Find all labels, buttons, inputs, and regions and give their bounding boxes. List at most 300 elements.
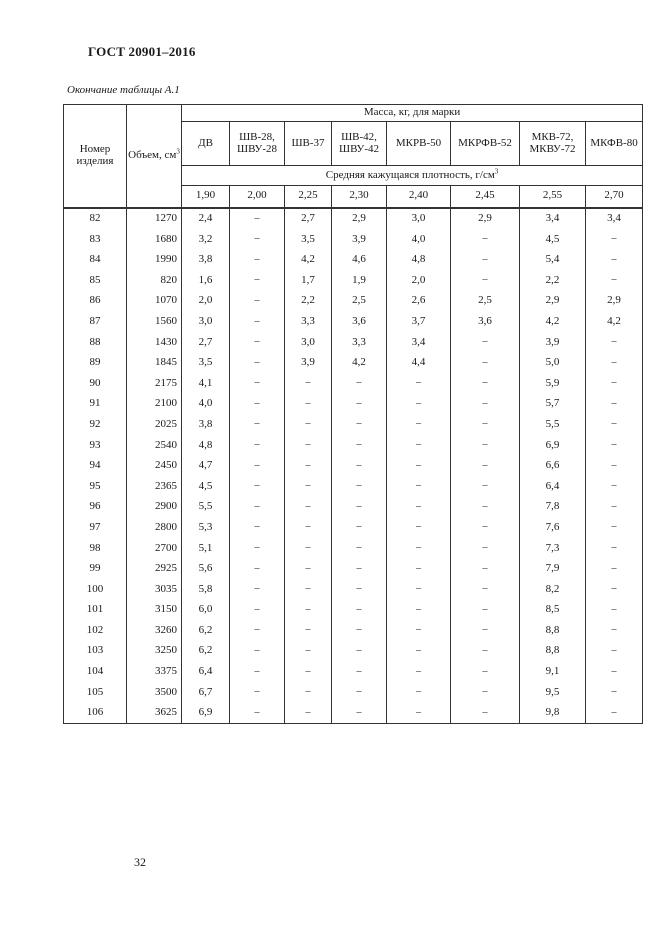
table-row <box>64 270 643 291</box>
mass-cell: 3,9 <box>520 332 586 353</box>
table-row <box>64 332 643 353</box>
density-value: 2,25 <box>285 186 332 208</box>
mass-cell: 5,9 <box>520 373 586 394</box>
mass-cell: 4,4 <box>387 353 451 374</box>
table-row <box>64 703 643 724</box>
mass-cell: – <box>586 250 643 271</box>
table-row <box>64 229 643 250</box>
mass-cell: 4,0 <box>182 394 230 415</box>
mass-cell: 4,5 <box>182 476 230 497</box>
mass-cell: – <box>332 579 387 600</box>
mass-cell: – <box>451 435 520 456</box>
mass-cell: – <box>451 497 520 518</box>
mass-cell: 2,5 <box>332 291 387 312</box>
mass-cell: – <box>451 332 520 353</box>
brand-header: ШВ-42, ШВУ-42 <box>332 122 387 166</box>
item-number-cell: 93 <box>64 435 127 456</box>
brand-header: ШВ-37 <box>285 122 332 166</box>
mass-cell: – <box>586 662 643 683</box>
table-row <box>64 579 643 600</box>
volume-cell: 2925 <box>127 559 182 580</box>
item-number-cell: 104 <box>64 662 127 683</box>
mass-cell: – <box>285 538 332 559</box>
mass-cell: – <box>451 250 520 271</box>
mass-cell: 3,6 <box>451 311 520 332</box>
mass-cell: 2,7 <box>285 208 332 230</box>
item-number-cell: 105 <box>64 682 127 703</box>
volume-cell: 3260 <box>127 620 182 641</box>
density-value: 2,00 <box>230 186 285 208</box>
mass-cell: – <box>285 703 332 724</box>
item-number-cell: 87 <box>64 311 127 332</box>
item-number-cell: 84 <box>64 250 127 271</box>
mass-cell: – <box>285 600 332 621</box>
mass-cell: – <box>586 538 643 559</box>
mass-cell: – <box>230 373 285 394</box>
mass-cell: – <box>230 517 285 538</box>
table-row <box>64 456 643 477</box>
header-density: Средняя кажущаяся плотность, $г/см^3$ <box>182 166 643 186</box>
mass-cell: 3,9 <box>285 353 332 374</box>
mass-cell: – <box>387 538 451 559</box>
volume-cell: 1560 <box>127 311 182 332</box>
mass-cell: – <box>387 703 451 724</box>
mass-cell: 4,2 <box>285 250 332 271</box>
mass-cell: – <box>332 476 387 497</box>
mass-cell: 6,7 <box>182 682 230 703</box>
mass-cell: – <box>285 620 332 641</box>
mass-cell: 7,6 <box>520 517 586 538</box>
mass-cell: – <box>586 332 643 353</box>
mass-cell: 2,9 <box>520 291 586 312</box>
mass-cell: 5,6 <box>182 559 230 580</box>
table-row <box>64 559 643 580</box>
mass-cell: 2,9 <box>332 208 387 230</box>
mass-cell: – <box>586 414 643 435</box>
mass-cell: – <box>586 682 643 703</box>
mass-cell: – <box>387 620 451 641</box>
mass-cell: – <box>387 456 451 477</box>
mass-cell: 4,6 <box>332 250 387 271</box>
density-value: 2,55 <box>520 186 586 208</box>
mass-cell: – <box>332 414 387 435</box>
mass-cell: – <box>332 394 387 415</box>
mass-cell: 3,3 <box>332 332 387 353</box>
mass-cell: – <box>332 517 387 538</box>
mass-cell: – <box>586 476 643 497</box>
mass-cell: – <box>230 250 285 271</box>
mass-cell: – <box>451 559 520 580</box>
mass-cell: – <box>586 517 643 538</box>
mass-cell: – <box>586 497 643 518</box>
mass-cell: 3,3 <box>285 311 332 332</box>
mass-cell: – <box>230 579 285 600</box>
mass-cell: – <box>285 394 332 415</box>
mass-cell: 3,0 <box>285 332 332 353</box>
table-row <box>64 538 643 559</box>
mass-cell: – <box>387 682 451 703</box>
volume-cell: 1270 <box>127 208 182 230</box>
brand-header: МКФВ-80 <box>586 122 643 166</box>
mass-cell: – <box>451 662 520 683</box>
mass-cell: – <box>230 435 285 456</box>
item-number-cell: 88 <box>64 332 127 353</box>
mass-cell: – <box>586 373 643 394</box>
mass-cell: 3,4 <box>387 332 451 353</box>
item-number-cell: 85 <box>64 270 127 291</box>
mass-cell: 4,1 <box>182 373 230 394</box>
mass-cell: 4,2 <box>520 311 586 332</box>
volume-cell: 3035 <box>127 579 182 600</box>
volume-cell: 2175 <box>127 373 182 394</box>
mass-cell: – <box>230 414 285 435</box>
mass-cell: 2,0 <box>182 291 230 312</box>
mass-cell: – <box>451 538 520 559</box>
mass-cell: 7,3 <box>520 538 586 559</box>
page-number: 32 <box>134 855 146 869</box>
mass-cell: – <box>451 353 520 374</box>
mass-cell: – <box>230 662 285 683</box>
mass-cell: 1,9 <box>332 270 387 291</box>
volume-cell: 1990 <box>127 250 182 271</box>
mass-cell: – <box>387 497 451 518</box>
mass-cell: 9,1 <box>520 662 586 683</box>
mass-cell: 6,4 <box>182 662 230 683</box>
mass-cell: – <box>586 559 643 580</box>
item-number-cell: 99 <box>64 559 127 580</box>
mass-cell: 8,2 <box>520 579 586 600</box>
mass-cell: – <box>387 394 451 415</box>
mass-cell: – <box>387 600 451 621</box>
mass-cell: 5,5 <box>182 497 230 518</box>
mass-cell: 3,8 <box>182 414 230 435</box>
mass-cell: 6,9 <box>520 435 586 456</box>
mass-cell: – <box>285 373 332 394</box>
mass-cell: – <box>285 682 332 703</box>
volume-cell: 1680 <box>127 229 182 250</box>
mass-cell: – <box>285 456 332 477</box>
mass-cell: – <box>387 435 451 456</box>
mass-cell: 1,7 <box>285 270 332 291</box>
mass-cell: 3,4 <box>520 208 586 230</box>
mass-cell: 4,0 <box>387 229 451 250</box>
mass-cell: 2,6 <box>387 291 451 312</box>
mass-cell: 2,4 <box>182 208 230 230</box>
volume-cell: 2100 <box>127 394 182 415</box>
mass-cell: – <box>586 456 643 477</box>
density-value: 1,90 <box>182 186 230 208</box>
mass-cell: – <box>332 682 387 703</box>
mass-cell: 8,8 <box>520 620 586 641</box>
mass-cell: – <box>230 476 285 497</box>
mass-cell: – <box>586 641 643 662</box>
mass-cell: 4,2 <box>586 311 643 332</box>
table-row <box>64 414 643 435</box>
mass-cell: – <box>230 559 285 580</box>
mass-cell: – <box>387 414 451 435</box>
brand-header: МКРФВ-52 <box>451 122 520 166</box>
mass-cell: – <box>285 497 332 518</box>
mass-cell: 6,6 <box>520 456 586 477</box>
table-row <box>64 662 643 683</box>
mass-cell: 3,8 <box>182 250 230 271</box>
volume-cell: 2540 <box>127 435 182 456</box>
volume-cell: 820 <box>127 270 182 291</box>
item-number-cell: 94 <box>64 456 127 477</box>
mass-cell: 8,8 <box>520 641 586 662</box>
item-number-cell: 103 <box>64 641 127 662</box>
mass-cell: 5,7 <box>520 394 586 415</box>
header-mass: Масса, кг, для марки <box>182 105 643 122</box>
mass-cell: – <box>285 641 332 662</box>
mass-cell: 3,0 <box>387 208 451 230</box>
volume-cell: 3625 <box>127 703 182 724</box>
mass-cell: – <box>285 435 332 456</box>
mass-cell: 2,2 <box>520 270 586 291</box>
mass-cell: 1,6 <box>182 270 230 291</box>
mass-cell: 4,5 <box>520 229 586 250</box>
mass-cell: – <box>586 620 643 641</box>
mass-cell: 6,2 <box>182 620 230 641</box>
mass-cell: 3,0 <box>182 311 230 332</box>
volume-cell: 2900 <box>127 497 182 518</box>
mass-cell: – <box>451 579 520 600</box>
item-number-cell: 86 <box>64 291 127 312</box>
mass-cell: – <box>230 208 285 230</box>
mass-cell: 4,8 <box>182 435 230 456</box>
mass-cell: – <box>586 600 643 621</box>
mass-cell: – <box>451 620 520 641</box>
mass-cell: 3,4 <box>586 208 643 230</box>
mass-cell: – <box>285 579 332 600</box>
item-number-cell: 89 <box>64 353 127 374</box>
mass-cell: – <box>230 497 285 518</box>
volume-cell: 2700 <box>127 538 182 559</box>
density-value: 2,45 <box>451 186 520 208</box>
mass-cell: 4,2 <box>332 353 387 374</box>
volume-cell: 3375 <box>127 662 182 683</box>
table-row <box>64 311 643 332</box>
mass-cell: 2,9 <box>586 291 643 312</box>
table-row <box>64 353 643 374</box>
mass-cell: 5,0 <box>520 353 586 374</box>
mass-cell: – <box>387 579 451 600</box>
mass-cell: 2,9 <box>451 208 520 230</box>
volume-cell: 1845 <box>127 353 182 374</box>
mass-cell: – <box>451 373 520 394</box>
mass-cell: 2,2 <box>285 291 332 312</box>
mass-cell: – <box>451 641 520 662</box>
mass-cell: – <box>285 476 332 497</box>
mass-cell: 3,5 <box>285 229 332 250</box>
mass-cell: – <box>586 579 643 600</box>
mass-cell: – <box>451 270 520 291</box>
mass-cell: – <box>586 703 643 724</box>
table-row <box>64 373 643 394</box>
header-volume: Объем, $см^3$ <box>127 105 182 208</box>
volume-cell: 3150 <box>127 600 182 621</box>
mass-cell: – <box>586 435 643 456</box>
mass-cell: 4,7 <box>182 456 230 477</box>
item-number-cell: 95 <box>64 476 127 497</box>
mass-cell: – <box>332 703 387 724</box>
mass-cell: 6,4 <box>520 476 586 497</box>
table-row <box>64 600 643 621</box>
volume-cell: 2365 <box>127 476 182 497</box>
item-number-cell: 91 <box>64 394 127 415</box>
mass-cell: – <box>230 394 285 415</box>
volume-cell: 2025 <box>127 414 182 435</box>
mass-cell: – <box>387 517 451 538</box>
mass-cell: – <box>387 559 451 580</box>
mass-cell: 6,0 <box>182 600 230 621</box>
density-unit-superscript: 3 <box>494 167 499 176</box>
mass-cell: – <box>230 682 285 703</box>
mass-table <box>63 104 643 724</box>
mass-cell: 4,8 <box>387 250 451 271</box>
mass-cell: – <box>230 703 285 724</box>
mass-cell: – <box>451 517 520 538</box>
table-row <box>64 641 643 662</box>
table-row <box>64 620 643 641</box>
volume-cell: 1430 <box>127 332 182 353</box>
mass-cell: 3,6 <box>332 311 387 332</box>
table-row <box>64 435 643 456</box>
mass-cell: – <box>586 353 643 374</box>
mass-cell: – <box>285 559 332 580</box>
item-number-cell: 82 <box>64 208 127 230</box>
mass-cell: 7,8 <box>520 497 586 518</box>
mass-cell: 2,0 <box>387 270 451 291</box>
mass-cell: 3,9 <box>332 229 387 250</box>
table-row <box>64 394 643 415</box>
mass-cell: – <box>451 600 520 621</box>
mass-cell: 6,9 <box>182 703 230 724</box>
brand-header: ШВ-28, ШВУ-28 <box>230 122 285 166</box>
mass-cell: – <box>285 662 332 683</box>
brand-header: ДВ <box>182 122 230 166</box>
table-row <box>64 291 643 312</box>
mass-cell: 8,5 <box>520 600 586 621</box>
mass-cell: – <box>230 600 285 621</box>
table-row <box>64 250 643 271</box>
mass-cell: – <box>230 270 285 291</box>
mass-cell: – <box>586 270 643 291</box>
mass-cell: 5,8 <box>182 579 230 600</box>
item-number-cell: 96 <box>64 497 127 518</box>
item-number-cell: 98 <box>64 538 127 559</box>
mass-cell: 9,8 <box>520 703 586 724</box>
mass-cell: 5,3 <box>182 517 230 538</box>
volume-cell: 2450 <box>127 456 182 477</box>
volume-cell: 3250 <box>127 641 182 662</box>
mass-cell: 7,9 <box>520 559 586 580</box>
mass-cell: – <box>230 229 285 250</box>
brand-header: МКРВ-50 <box>387 122 451 166</box>
table-row <box>64 208 643 230</box>
mass-cell: – <box>332 456 387 477</box>
header-number: Номер изделия <box>64 105 127 208</box>
table-row <box>64 682 643 703</box>
mass-cell: – <box>332 435 387 456</box>
mass-cell: – <box>230 456 285 477</box>
volume-cell: 2800 <box>127 517 182 538</box>
mass-cell: 5,4 <box>520 250 586 271</box>
table-row <box>64 517 643 538</box>
item-number-cell: 92 <box>64 414 127 435</box>
mass-cell: – <box>230 311 285 332</box>
mass-cell: – <box>332 600 387 621</box>
mass-cell: – <box>451 229 520 250</box>
mass-cell: – <box>586 229 643 250</box>
mass-cell: 3,5 <box>182 353 230 374</box>
table-row <box>64 476 643 497</box>
mass-cell: 5,1 <box>182 538 230 559</box>
mass-cell: 9,5 <box>520 682 586 703</box>
mass-cell: 5,5 <box>520 414 586 435</box>
mass-cell: – <box>451 456 520 477</box>
volume-cell: 1070 <box>127 291 182 312</box>
mass-cell: – <box>230 332 285 353</box>
mass-cell: – <box>230 620 285 641</box>
mass-cell: – <box>387 373 451 394</box>
mass-cell: – <box>451 682 520 703</box>
mass-cell: 3,2 <box>182 229 230 250</box>
mass-cell: – <box>332 373 387 394</box>
table-row <box>64 497 643 518</box>
volume-unit-superscript: 3 <box>176 147 180 156</box>
table-caption: Окончание таблицы А.1 <box>67 84 180 96</box>
mass-cell: – <box>387 476 451 497</box>
mass-cell: – <box>230 538 285 559</box>
mass-cell: 2,7 <box>182 332 230 353</box>
mass-cell: – <box>332 497 387 518</box>
mass-cell: – <box>387 641 451 662</box>
mass-cell: – <box>332 641 387 662</box>
mass-cell: – <box>230 641 285 662</box>
mass-cell: – <box>451 703 520 724</box>
mass-cell: – <box>387 662 451 683</box>
mass-cell: – <box>332 538 387 559</box>
item-number-cell: 90 <box>64 373 127 394</box>
mass-cell: 2,5 <box>451 291 520 312</box>
mass-cell: – <box>332 620 387 641</box>
mass-cell: – <box>285 517 332 538</box>
mass-cell: – <box>332 662 387 683</box>
density-value: 2,40 <box>387 186 451 208</box>
item-number-cell: 102 <box>64 620 127 641</box>
item-number-cell: 100 <box>64 579 127 600</box>
standard-title: ГОСТ 20901–2016 <box>88 44 196 59</box>
mass-cell: – <box>230 353 285 374</box>
mass-cell: – <box>451 476 520 497</box>
item-number-cell: 101 <box>64 600 127 621</box>
mass-cell: – <box>285 414 332 435</box>
mass-cell: 6,2 <box>182 641 230 662</box>
volume-cell: 3500 <box>127 682 182 703</box>
density-value: 2,30 <box>332 186 387 208</box>
mass-cell: 3,7 <box>387 311 451 332</box>
density-value: 2,70 <box>586 186 643 208</box>
item-number-cell: 97 <box>64 517 127 538</box>
item-number-cell: 106 <box>64 703 127 724</box>
item-number-cell: 83 <box>64 229 127 250</box>
mass-cell: – <box>451 394 520 415</box>
mass-cell: – <box>451 414 520 435</box>
brand-header: МКВ-72, МКВУ-72 <box>520 122 586 166</box>
mass-cell: – <box>230 291 285 312</box>
mass-cell: – <box>332 559 387 580</box>
